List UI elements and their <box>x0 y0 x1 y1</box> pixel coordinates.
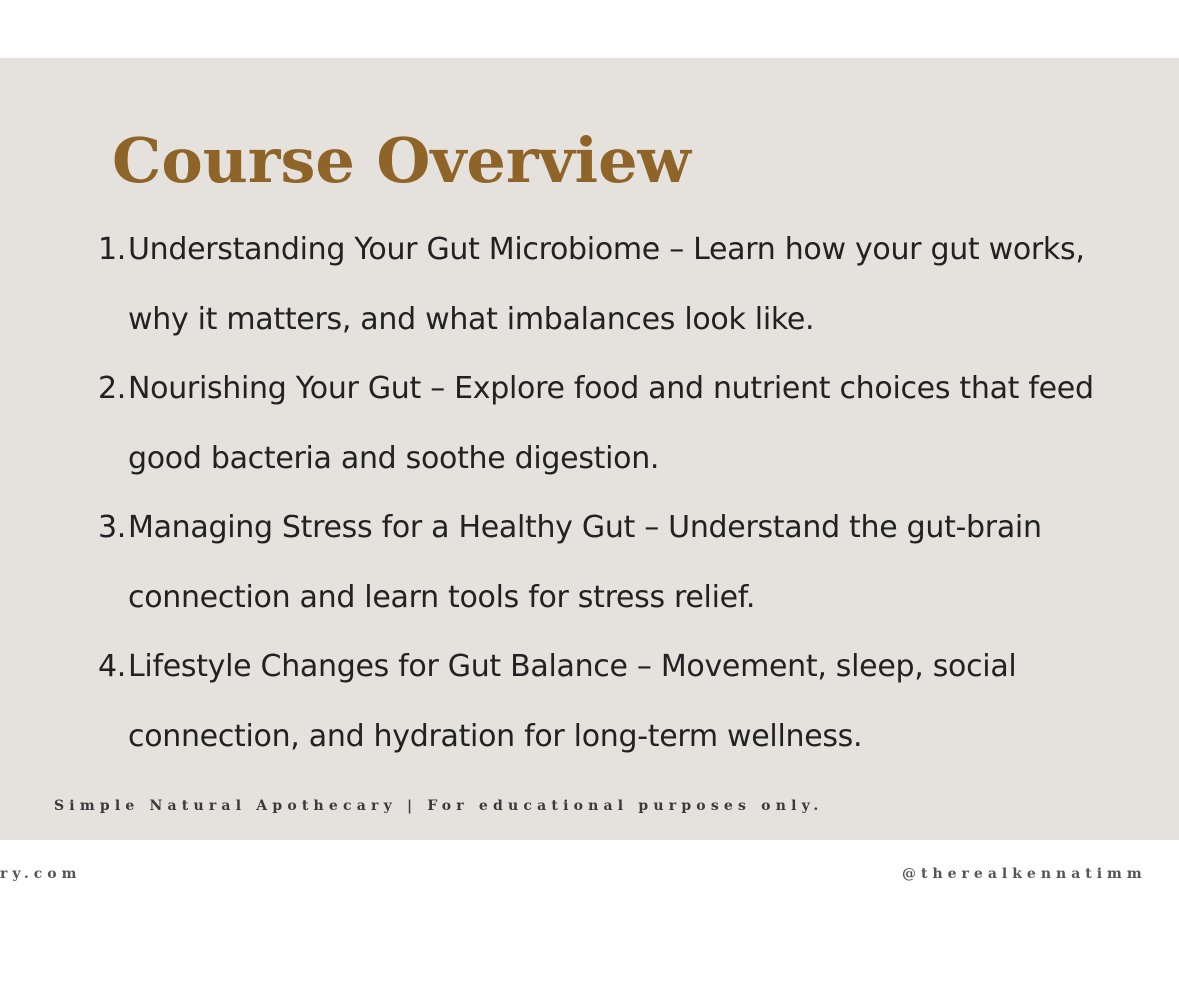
website-text: ry.com <box>0 866 82 882</box>
list-item <box>96 215 1106 354</box>
list-item-number: 3. <box>98 510 127 545</box>
course-overview-list <box>96 215 1106 771</box>
list-item-text: Nourishing Your Gut – Explore food and nutrient choices that feed good bacteria and soothe digestion. <box>128 371 1094 476</box>
course-overview-slide <box>0 58 1179 840</box>
list-item-number: 1. <box>98 232 127 267</box>
list-item-text: Understanding Your Gut Microbiome – Learn how your gut works, why it matters, and what imbalances look like. <box>128 232 1085 337</box>
footer-disclaimer: Simple Natural Apothecary | For educational purposes only. <box>54 798 824 814</box>
slide-title: Course Overview <box>112 124 691 197</box>
social-handle-text: @therealkennatimm <box>902 866 1147 882</box>
list-item-text: Lifestyle Changes for Gut Balance – Movement, sleep, social connection, and hydration for long-term wellness. <box>128 649 1017 754</box>
list-item-number: 2. <box>98 371 127 406</box>
list-item <box>96 632 1106 771</box>
list-item-number: 4. <box>98 649 127 684</box>
list-item <box>96 354 1106 493</box>
list-item-text: Managing Stress for a Healthy Gut – Understand the gut-brain connection and learn tools for stress relief. <box>128 510 1042 615</box>
list-item <box>96 493 1106 632</box>
